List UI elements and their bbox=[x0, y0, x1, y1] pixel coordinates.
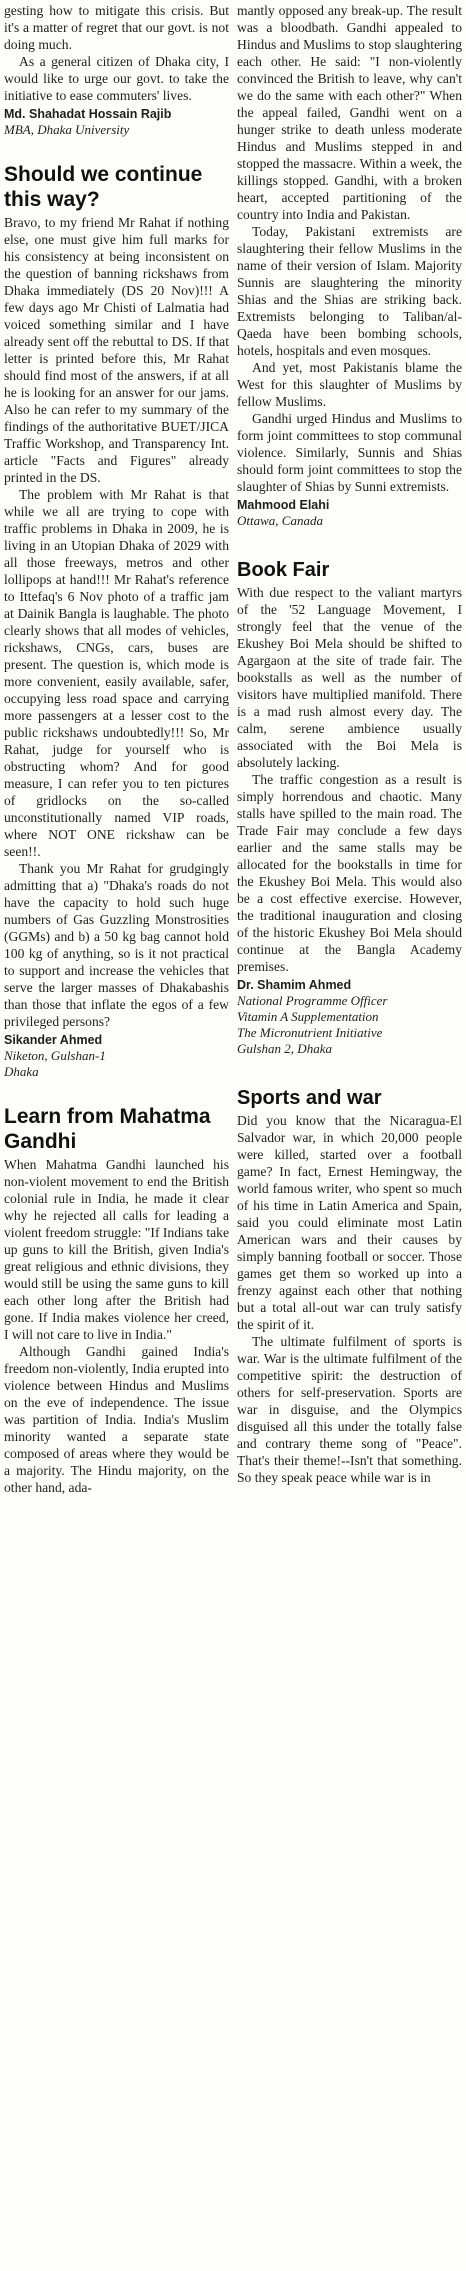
letter-paragraph: Today, Pakistani extremists are slaughtering their fellow Muslims in the name of their version of Islam. Majority Sunnis are slaughtering the minority Shias and the Shias are striking back. Extremists belonging to Taliban/al-Qaeda have been bombing schools, hotels, hospitals and even mosques. bbox=[237, 224, 462, 358]
letter-paragraph: mantly opposed any break-up. The result was a bloodbath. Gandhi appealed to Hindus and Muslims to stop slaughtering each other. He said: "I non-violently convinced the British to leave, why can't we do the same with each other?" When the appeal failed, Gandhi went on a hunger strike to death unless moderate Hindus and Muslims stepped in and stopped the massacre. Within a week, the killings stopped. Gandhi, with a broken heart, accepted partitioning of the country into India and Pakistan. bbox=[237, 3, 462, 222]
signature-line: Ottawa, Canada bbox=[237, 513, 323, 528]
letter-paragraph: Thank you Mr Rahat for grudgingly admitting that a) "Dhaka's roads do not have the capacity to hold such huge numbers of Gas Guzzling Monstrosities (GGMs) and b) a 50 kg bag cannot hold 100 kg of anything, so is it not practical to support and increase the vehicles that serve the larger masses of Dhakabashis than those that inflate the egos of a few privileged persons? bbox=[4, 861, 229, 1029]
letter-title: Learn from Mahatma Gandhi bbox=[4, 1105, 211, 1153]
signature-line: The Micronutrient Initiative bbox=[237, 1025, 383, 1040]
letter-title: Should we continue this way? bbox=[4, 163, 203, 211]
signature-line: Dhaka bbox=[4, 1064, 39, 1079]
letter-title: Sports and war bbox=[237, 1087, 382, 1109]
signature-line: Gulshan 2, Dhaka bbox=[237, 1041, 332, 1056]
letter-gandhi-continued bbox=[237, 2, 462, 529]
signature-line: National Programme Officer bbox=[237, 993, 388, 1008]
letter-paragraph: As a general citizen of Dhaka city, I would like to urge our govt. to take the initiative to ease commuters' lives. bbox=[4, 54, 229, 103]
letter-intro-end bbox=[4, 2, 229, 138]
left-column bbox=[4, 2, 229, 2271]
signature-name: Md. Shahadat Hossain Rajib bbox=[4, 107, 172, 121]
letter-paragraph: Gandhi urged Hindus and Muslims to form joint committees to stop communal violence. Similarly, Sunnis and Shias should form joint committees to stop the slaughter of Shias by Sunni extremists. bbox=[237, 411, 462, 494]
letter-paragraph: The ultimate fulfilment of sports is war. War is the ultimate fulfilment of the competitive spirit: the destruction of others for self-preservation. Sports are war in disguise, and the Olympics disguised all this under the totally false and contrary theme song of "Peace". That's their theme!--Isn't that something. So they speak peace while war is in bbox=[237, 1334, 462, 1485]
letter-paragraph: And yet, most Pakistanis blame the West for this slaughter of Muslims by fellow Muslims. bbox=[237, 360, 462, 409]
letter-continue bbox=[4, 162, 229, 1080]
right-column bbox=[237, 2, 462, 2271]
letter-bookfair bbox=[237, 559, 462, 1057]
signature-name: Mahmood Elahi bbox=[237, 498, 330, 512]
letter-gandhi bbox=[4, 1104, 229, 1496]
signature-name: Dr. Shamim Ahmed bbox=[237, 978, 352, 992]
letter-paragraph: Bravo, to my friend Mr Rahat if nothing else, one must give him full marks for his consistency at being inconsistent on the question of banning rickshaws from Dhaka immediately (DS 20 Nov)!!! A few days ago Mr Chisti of Lalmatia had voiced something similar and I have already sent off the rebuttal to DS. If that letter is printed before this, Mr Rahat should find most of the answers, if at all he is looking for an answer for our jams. Also he can refer to my summary of the findings of the authoritative BUET/JICA Traffic Workshop, and Transparency Int. article "Facts and Figures" already printed in the DS. bbox=[4, 215, 229, 485]
letter-paragraph: The problem with Mr Rahat is that while we all are trying to cope with traffic problems in Dhaka in 2009, he is living in an Utopian Dhaka of 2029 with all those freeways, metros and other lollipops at hand!!! Mr Rahat's reference to Ittefaq's 6 Nov photo of a traffic jam at Dainik Bangla is laughable. The photo clearly shows that all modes of vehicles, rickshaws, CNGs, cars, buses are present. The question is, which mode is more convenient, easily available, safer, occupying less road space and carrying more passengers at a lesser cost to the public rickshaws undoubtedly!!! So, Mr Rahat, judge for yourself who is obstructing whom? And for good measure, I can refer you to ten pictures of gridlocks on the so-called unconstitutionally named VIP roads, where NOT ONE rickshaw can be seen!!. bbox=[4, 487, 229, 859]
signature-line: Niketon, Gulshan-1 bbox=[4, 1048, 106, 1063]
letter-title: Book Fair bbox=[237, 559, 330, 581]
letter-paragraph: With due respect to the valiant martyrs of the '52 Language Movement, I strongly feel that the venue of the Ekushey Boi Mela should be shifted to Agargaon at the site of trade fair. The bookstalls as well as the number of visitors have multiplied manifold. There is a mad rush almost every day. The calm, serene ambience usually associated with the Boi Mela is absolutely lacking. bbox=[237, 585, 462, 770]
signature-name: Sikander Ahmed bbox=[4, 1033, 103, 1047]
letter-paragraph: The traffic congestion as a result is simply horrendous and chaotic. Many stalls have spilled to the main road. The Trade Fair may conclude a few days earlier and the same stalls may be allocated for the bookstalls in time for the Ekushey Boi Mela. This would also be a cost effective exercise. However, the traditional inauguration and closing of the historic Ekushey Boi Mela should continue at the Bangla Academy premises. bbox=[237, 772, 462, 974]
letter-paragraph: Although Gandhi gained India's freedom non-violently, India erupted into violence between Hindus and Muslims on the eve of independence. The issue was partition of India. India's Muslim minority wanted a separate state composed of areas where they would be a majority. The Hindu majority, on the other hand, ada- bbox=[4, 1344, 229, 1495]
letter-paragraph: gesting how to mitigate this crisis. But it's a matter of regret that our govt. is not doing much. bbox=[4, 3, 229, 52]
letter-paragraph: Did you know that the Nicaragua-El Salvador war, in which 20,000 people were killed, started over a football game? In fact, Ernest Hemingway, the world famous writer, who spent so much of his time in Latin America and Spain, said you could eliminate most Latin American wars and their causes by simply banning football or soccer. Those games get them so worked up into a frenzy against each other that nothing but a total all-out war can truly satisfy the spirit of it. bbox=[237, 1113, 462, 1332]
signature-line: Vitamin A Supplementation bbox=[237, 1009, 379, 1024]
letter-sports bbox=[237, 1087, 462, 1486]
signature-line: MBA, Dhaka University bbox=[4, 122, 130, 137]
letter-paragraph: When Mahatma Gandhi launched his non-violent movement to end the British colonial rule in India, he made it clear why he rejected all calls for leading a violent freedom struggle: "If Indians take up guns to kill the British, given India's great religious and ethnic divisions, they would still be using the same guns to kill each other long after the British had gone. If India makes violence her creed, I will not care to live in India." bbox=[4, 1157, 229, 1342]
